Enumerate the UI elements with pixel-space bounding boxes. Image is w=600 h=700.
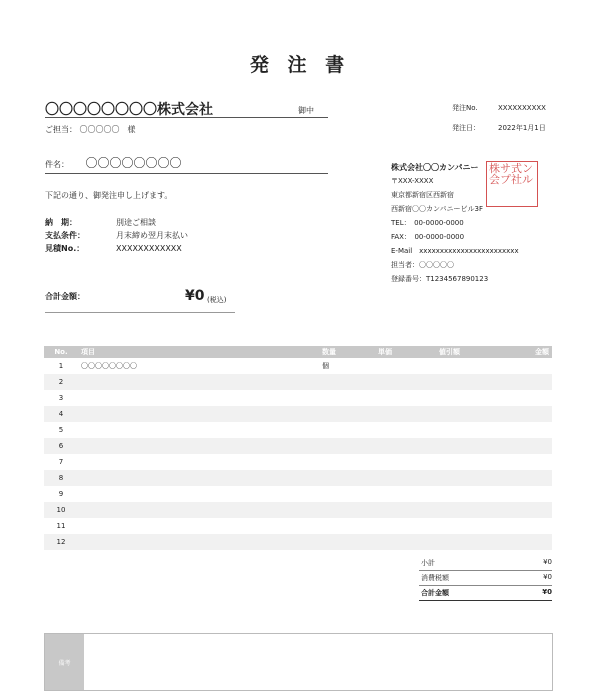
meta-label: 発注No. xyxy=(452,104,478,112)
summary-value: ¥0 xyxy=(542,588,552,596)
items-table xyxy=(44,346,552,550)
meta-value: XXXXXXXXXX xyxy=(498,104,546,112)
cell-discount xyxy=(436,534,497,550)
table-row xyxy=(44,518,552,534)
cell-no: 6 xyxy=(44,438,78,454)
term-value: 別途ご相談 xyxy=(116,218,156,227)
table-row xyxy=(44,406,552,422)
issuer-registration: 登録番号：T1234567890123 xyxy=(391,275,489,283)
cell-item xyxy=(78,454,319,470)
cell-amount xyxy=(497,486,552,502)
table-row xyxy=(44,374,552,390)
cell-item xyxy=(78,374,319,390)
summary-label: 合計金額 xyxy=(421,589,449,597)
table-row xyxy=(44,438,552,454)
cell-amount xyxy=(497,390,552,406)
cell-item xyxy=(78,486,319,502)
page-title: 発 注 書 xyxy=(249,54,351,76)
summary-label: 小計 xyxy=(421,559,435,567)
summary-subtotal xyxy=(419,555,552,571)
order-date xyxy=(452,123,546,133)
summary-tax xyxy=(419,570,552,586)
cell-unit-price xyxy=(375,406,436,422)
cell-unit-price xyxy=(375,534,436,550)
cell-amount xyxy=(497,470,552,486)
cell-item xyxy=(78,534,319,550)
table-row xyxy=(44,454,552,470)
client-contact xyxy=(45,124,136,135)
term-payment xyxy=(45,230,188,241)
cell-item xyxy=(78,422,319,438)
cell-amount xyxy=(497,438,552,454)
cell-discount xyxy=(436,390,497,406)
cell-no: 1 xyxy=(58,362,64,370)
cell-item xyxy=(78,502,319,518)
cell-item xyxy=(78,518,319,534)
cell-discount xyxy=(436,358,497,374)
cell-qty xyxy=(319,438,375,454)
term-label: 見積No.： xyxy=(45,244,85,253)
meta-value: 2022年1月1日 xyxy=(498,124,546,132)
client-honorific: 御中 xyxy=(298,106,314,115)
cell-qty xyxy=(319,486,375,502)
cell-discount xyxy=(436,406,497,422)
cell-unit-price xyxy=(375,470,436,486)
cell-discount xyxy=(436,422,497,438)
summary-total xyxy=(419,585,552,601)
issuer-fax: FAX： 00-0000-0000 xyxy=(391,233,465,241)
issuer-name: 株式会社〇〇カンパニー xyxy=(391,163,479,172)
meta-label: 発注日： xyxy=(452,124,480,132)
cell-unit-price xyxy=(375,422,436,438)
cell-qty xyxy=(319,534,375,550)
summary-value: ¥0 xyxy=(543,573,552,581)
total-amount-box xyxy=(45,288,235,313)
cell-unit-price xyxy=(375,390,436,406)
cell-amount xyxy=(497,406,552,422)
issuer-address-2: 西新宿〇〇カンパニービル3F xyxy=(391,205,483,213)
term-label: 納 期： xyxy=(45,218,77,227)
cell-item xyxy=(78,438,319,454)
cell-unit-price xyxy=(375,518,436,534)
cell-discount xyxy=(436,438,497,454)
cell-no: 5 xyxy=(58,426,64,434)
term-label: 支払条件： xyxy=(45,231,85,240)
cell-item xyxy=(78,406,319,422)
issuer-address-1: 東京都新宿区西新宿 xyxy=(391,191,454,199)
cell-item xyxy=(78,390,319,406)
header-no: No. xyxy=(44,346,78,358)
cell-qty xyxy=(319,502,375,518)
order-number xyxy=(452,103,546,113)
cell-amount xyxy=(497,454,552,470)
term-value: XXXXXXXXXXXX xyxy=(116,244,182,253)
intro-text: 下記の通り、御発注申し上げます。 xyxy=(45,191,173,200)
cell-unit-price xyxy=(375,374,436,390)
cell-discount xyxy=(436,470,497,486)
header-unit-price: 単価 xyxy=(375,346,436,358)
cell-unit-price xyxy=(375,454,436,470)
issuer-postal: 〒XXX-XXXX xyxy=(391,177,434,185)
cell-item xyxy=(78,470,319,486)
contact-value: 〇〇〇〇〇 様 xyxy=(79,125,136,134)
cell-no: 8 xyxy=(44,470,78,486)
total-tax-note: (税込) xyxy=(207,296,227,304)
table-row xyxy=(44,390,552,406)
term-quote-no xyxy=(45,243,182,254)
cell-amount xyxy=(497,534,552,550)
subject-line xyxy=(45,154,328,174)
issuer-tel: TEL： 00-0000-0000 xyxy=(391,219,464,227)
header-amount: 金額 xyxy=(497,346,552,358)
header-discount: 値引額 xyxy=(436,346,497,358)
subject-value: 〇〇〇〇〇〇〇〇 xyxy=(85,156,182,170)
cell-discount xyxy=(436,486,497,502)
cell-qty xyxy=(319,470,375,486)
cell-no: 10 xyxy=(44,502,78,518)
table-row xyxy=(44,534,552,550)
cell-qty xyxy=(319,374,375,390)
remarks-box xyxy=(44,633,553,691)
cell-no: 11 xyxy=(56,522,66,530)
cell-no: 3 xyxy=(58,394,64,402)
issuer-person: 担当者：〇〇〇〇〇 xyxy=(391,261,454,269)
remarks-label: 備考 xyxy=(45,634,84,690)
table-row xyxy=(44,486,552,502)
contact-label: ご担当： xyxy=(45,125,77,134)
total-amount: ¥0 xyxy=(185,288,205,304)
summary-label: 消費税額 xyxy=(421,574,449,582)
cell-amount xyxy=(497,502,552,518)
cell-unit-price xyxy=(375,438,436,454)
table-row xyxy=(44,470,552,486)
cell-no: 9 xyxy=(58,490,64,498)
summary-value: ¥0 xyxy=(543,558,552,566)
header-qty: 数量 xyxy=(319,346,375,358)
cell-qty xyxy=(319,406,375,422)
table-row xyxy=(44,422,552,438)
cell-item: 〇〇〇〇〇〇〇〇 xyxy=(81,362,137,370)
total-label: 合計金額： xyxy=(45,292,85,301)
cell-unit-price xyxy=(375,358,436,374)
cell-no: 2 xyxy=(44,374,78,390)
cell-discount xyxy=(436,518,497,534)
table-row xyxy=(44,502,552,518)
cell-discount xyxy=(436,502,497,518)
table-header-row xyxy=(44,346,552,358)
cell-amount xyxy=(497,422,552,438)
header-item: 項目 xyxy=(78,346,319,358)
subject-label: 件名： xyxy=(45,160,69,169)
cell-amount xyxy=(497,358,552,374)
company-seal-stamp: 株サ式ン会プ社ル xyxy=(486,161,538,207)
cell-unit-price xyxy=(375,486,436,502)
cell-unit-price xyxy=(375,502,436,518)
cell-no: 4 xyxy=(44,406,78,422)
cell-qty xyxy=(319,422,375,438)
cell-no: 12 xyxy=(44,534,78,550)
cell-qty xyxy=(319,454,375,470)
cell-discount xyxy=(436,374,497,390)
term-delivery xyxy=(45,217,156,228)
issuer-email: E-Mail xxxxxxxxxxxxxxxxxxxxxxxx xyxy=(391,247,519,255)
cell-qty xyxy=(319,518,375,534)
client-name xyxy=(45,99,328,118)
cell-amount xyxy=(497,518,552,534)
cell-qty xyxy=(319,390,375,406)
term-value: 月末締め翌月末払い xyxy=(116,231,188,240)
cell-amount xyxy=(497,374,552,390)
client-name-text: 〇〇〇〇〇〇〇〇株式会社 xyxy=(45,102,213,118)
table-row xyxy=(44,358,552,374)
cell-qty: 個 xyxy=(322,362,329,370)
cell-discount xyxy=(436,454,497,470)
cell-no: 7 xyxy=(58,458,64,466)
